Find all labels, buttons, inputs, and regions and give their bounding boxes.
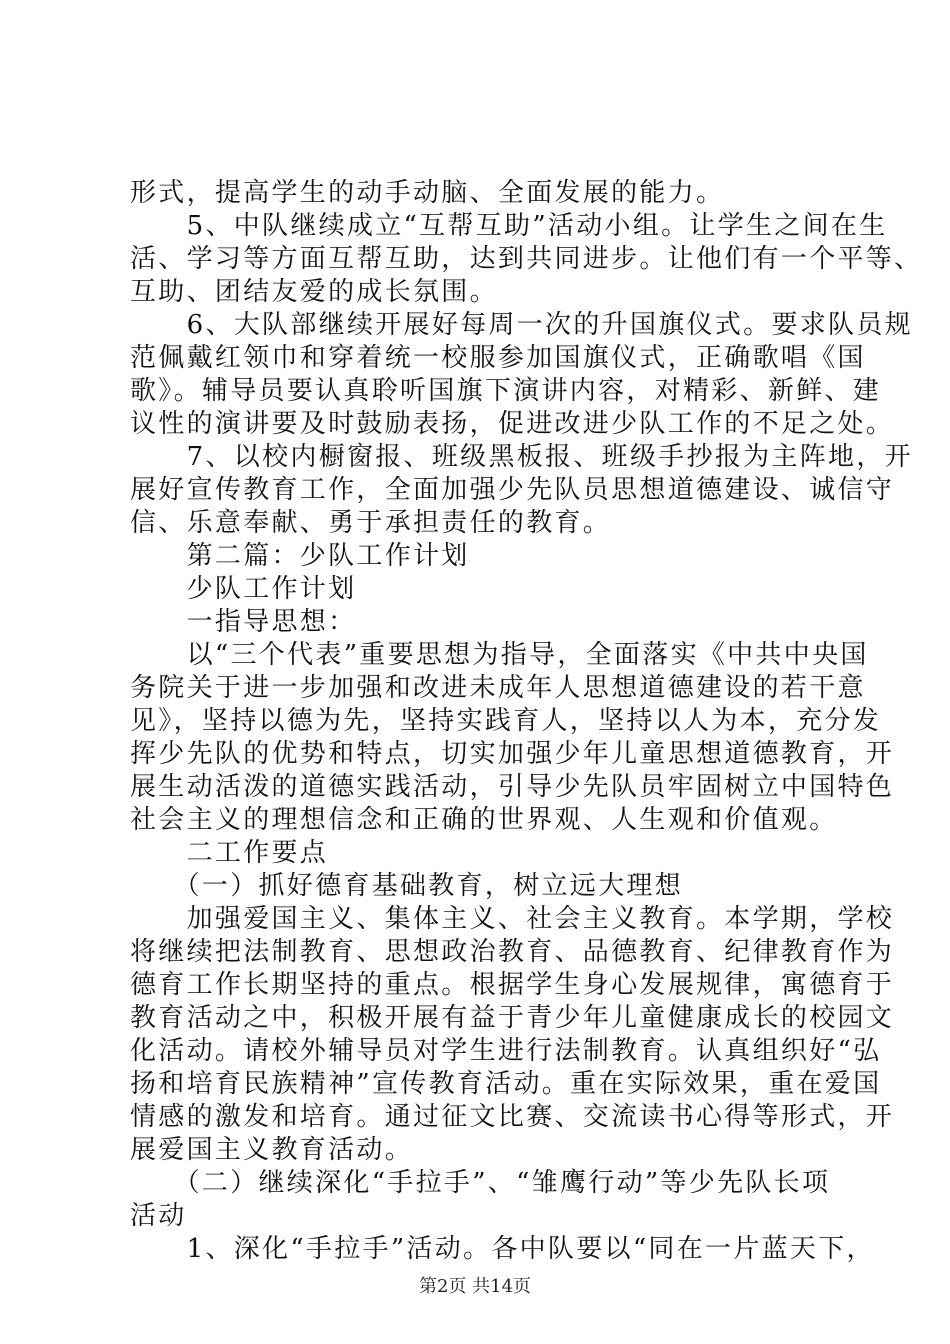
text-line: 7、以校内橱窗报、班级黑板报、班级手抄报为主阵地，开 (130, 442, 913, 472)
text-line: 以“三个代表”重要思想为指导，全面落实《中共中央国 (130, 640, 869, 670)
text-line: 社会主义的理想信念和正确的世界观、人生观和价值观。 (130, 805, 838, 835)
text-line: 展生动活泼的道德实践活动，引导少先队员牢固树立中国特色 (130, 772, 895, 802)
text-line: 互助、团结友爱的成长氛围。 (130, 277, 498, 307)
text-line: 活、学习等方面互帮互助，达到共同进步。让他们有一个平等、 (130, 244, 923, 274)
sub-heading: （一）抓好德育基础教育，树立远大理想 (130, 871, 684, 901)
page-footer: 第2页 共14页 (418, 1276, 532, 1297)
text-line: 1、深化“手拉手”活动。各中队要以“同在一片蓝天下， (130, 1234, 875, 1264)
section-heading: 第二篇：少队工作计划 (130, 541, 470, 571)
text-line: 歌》。辅导员要认真聆听国旗下演讲内容，对精彩、新鲜、建 (130, 376, 882, 406)
section-title: 少队工作计划 (130, 574, 357, 604)
text-line: 议性的演讲要及时鼓励表扬，促进改进少队工作的不足之处。 (130, 409, 895, 439)
text-line: 5、中队继续成立“互帮互助”活动小组。让学生之间在生 (130, 211, 888, 241)
text-line: 展爱国主义教育活动。 (130, 1135, 414, 1165)
text-line: 见》，坚持以德为先，坚持实践育人，坚持以人为本，充分发 (130, 706, 882, 736)
sub-heading: （二）继续深化“手拉手”、“雏鹰行动”等少先队长项 (130, 1168, 831, 1198)
text-line: 活动 (130, 1201, 187, 1231)
text-line: 化活动。请校外辅导员对学生进行法制教育。认真组织好“弘 (130, 1036, 882, 1066)
text-line: 教育活动之中，积极开展有益于青少年儿童健康成长的校园文 (130, 1003, 895, 1033)
text-line: 加强爱国主义、集体主义、社会主义教育。本学期，学校 (130, 904, 895, 934)
sub-heading: 二工作要点 (130, 838, 329, 868)
text-line: 务院关于进一步加强和改进未成年人思想道德建设的若干意 (130, 673, 866, 703)
text-line: 信、乐意奉献、勇于承担责任的教育。 (130, 508, 612, 538)
text-line: 挥少先队的优势和特点，切实加强少年儿童思想道德教育，开 (130, 739, 895, 769)
text-line: 将继续把法制教育、思想政治教育、品德教育、纪律教育作为 (130, 937, 895, 967)
text-line: 扬和培育民族精神”宣传教育活动。重在实际效果，重在爱国 (130, 1069, 882, 1099)
text-line: 展好宣传教育工作，全面加强少先队员思想道德建设、诚信守 (130, 475, 895, 505)
text-line: 德育工作长期坚持的重点。根据学生身心发展规律，寓德育于 (130, 970, 895, 1000)
text-line: 范佩戴红领巾和穿着统一校服参加国旗仪式，正确歌唱《国 (130, 343, 866, 373)
text-line: 6、大队部继续开展好每周一次的升国旗仪式。要求队员规 (130, 310, 913, 340)
text-line: 形式，提高学生的动手动脑、全面发展的能力。 (130, 178, 725, 208)
sub-heading: 一指导思想： (130, 607, 357, 637)
text-line: 情感的激发和培育。通过征文比赛、交流读书心得等形式，开 (130, 1102, 895, 1132)
